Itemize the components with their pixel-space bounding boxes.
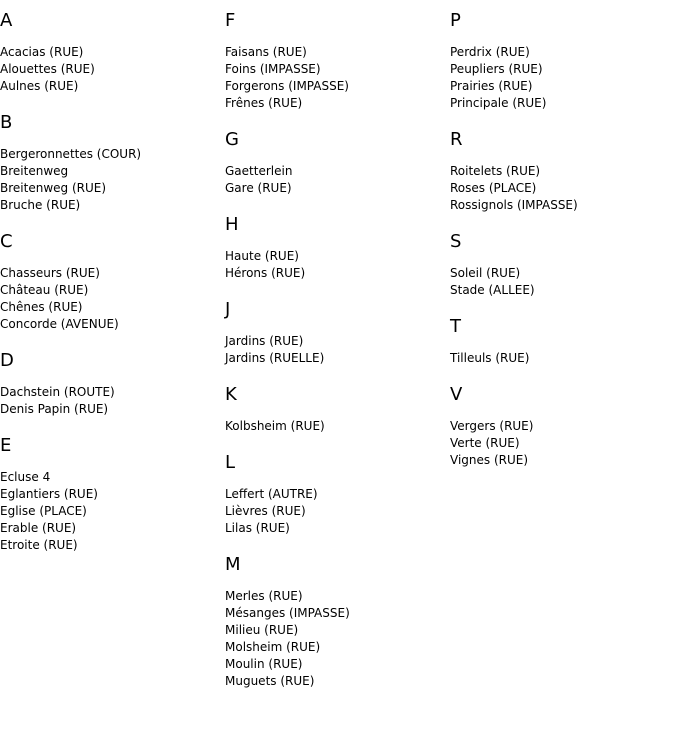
letter-group <box>225 450 450 537</box>
street-entry: Jardins (RUELLE) <box>225 351 325 365</box>
letter-heading: B <box>0 112 13 133</box>
street-entry: Chênes (RUE) <box>0 300 83 314</box>
letter-heading: L <box>225 452 236 473</box>
street-entry: Hérons (RUE) <box>225 266 306 280</box>
street-list <box>450 350 675 367</box>
letter-group <box>450 382 675 469</box>
letter-group <box>450 314 675 367</box>
street-entry: Perdrix (RUE) <box>450 45 530 59</box>
index-column <box>450 8 675 484</box>
street-entry: Stade (ALLEE) <box>450 283 535 297</box>
letter-group <box>0 229 225 333</box>
street-entry: Aulnes (RUE) <box>0 79 79 93</box>
street-entry: Merles (RUE) <box>225 589 303 603</box>
street-entry: Alouettes (RUE) <box>0 62 95 76</box>
street-list <box>0 146 225 214</box>
street-list <box>450 44 675 112</box>
street-entry: Muguets (RUE) <box>225 674 315 688</box>
letter-heading: J <box>225 299 231 320</box>
street-entry: Bergeronnettes (COUR) <box>0 147 142 161</box>
street-entry: Etroite (RUE) <box>0 538 78 552</box>
letter-heading: K <box>225 384 237 405</box>
street-entry: Haute (RUE) <box>225 249 299 263</box>
street-entry: Erable (RUE) <box>0 521 77 535</box>
street-entry: Foins (IMPASSE) <box>225 62 321 76</box>
street-entry: Eglantiers (RUE) <box>0 487 98 501</box>
street-list <box>225 333 450 367</box>
street-list <box>225 44 450 112</box>
street-list <box>225 248 450 282</box>
letter-group <box>450 127 675 214</box>
letter-heading: A <box>0 10 13 31</box>
street-list <box>0 469 225 554</box>
street-entry: Gaetterlein <box>225 164 293 178</box>
letter-group <box>450 8 675 112</box>
street-entry: Frênes (RUE) <box>225 96 303 110</box>
street-entry: Forgerons (IMPASSE) <box>225 79 349 93</box>
letter-heading: S <box>450 231 462 252</box>
letter-group <box>225 212 450 282</box>
street-entry: Vignes (RUE) <box>450 453 529 467</box>
street-entry: Breitenweg (RUE) <box>0 181 107 195</box>
letter-heading: M <box>225 554 241 575</box>
street-entry: Rossignols (IMPASSE) <box>450 198 578 212</box>
street-list <box>0 44 225 95</box>
street-entry: Breitenweg <box>0 164 69 178</box>
street-entry: Château (RUE) <box>0 283 89 297</box>
street-entry: Eglise (PLACE) <box>0 504 87 518</box>
letter-heading: G <box>225 129 239 150</box>
street-list <box>450 163 675 214</box>
letter-heading: T <box>450 316 461 337</box>
street-entry: Roitelets (RUE) <box>450 164 541 178</box>
letter-heading: V <box>450 384 463 405</box>
street-entry: Kolbsheim (RUE) <box>225 419 325 433</box>
street-entry: Gare (RUE) <box>225 181 292 195</box>
street-entry: Molsheim (RUE) <box>225 640 321 654</box>
street-entry: Roses (PLACE) <box>450 181 537 195</box>
index-column <box>0 8 225 569</box>
index-column <box>225 8 450 705</box>
letter-group <box>225 127 450 197</box>
street-entry: Soleil (RUE) <box>450 266 521 280</box>
street-entry: Bruche (RUE) <box>0 198 81 212</box>
letter-heading: D <box>0 350 14 371</box>
letter-heading: P <box>450 10 461 31</box>
street-entry: Mésanges (IMPASSE) <box>225 606 350 620</box>
street-list <box>0 265 225 333</box>
street-entry: Milieu (RUE) <box>225 623 299 637</box>
street-list <box>225 418 450 435</box>
letter-group <box>225 382 450 435</box>
street-list <box>225 588 450 690</box>
letter-heading: F <box>225 10 236 31</box>
letter-group <box>0 433 225 554</box>
street-entry: Jardins (RUE) <box>225 334 304 348</box>
street-entry: Lièvres (RUE) <box>225 504 306 518</box>
letter-group <box>225 552 450 690</box>
street-entry: Leffert (AUTRE) <box>225 487 318 501</box>
street-entry: Tilleuls (RUE) <box>450 351 530 365</box>
street-entry: Verte (RUE) <box>450 436 520 450</box>
street-entry: Lilas (RUE) <box>225 521 290 535</box>
street-list <box>225 163 450 197</box>
street-entry: Denis Papin (RUE) <box>0 402 109 416</box>
street-entry: Moulin (RUE) <box>225 657 303 671</box>
letter-group <box>0 8 225 95</box>
street-entry: Acacias (RUE) <box>0 45 84 59</box>
street-entry: Dachstein (ROUTE) <box>0 385 115 399</box>
street-list <box>450 265 675 299</box>
letter-group <box>225 297 450 367</box>
letter-heading: R <box>450 129 463 150</box>
street-entry: Prairies (RUE) <box>450 79 533 93</box>
street-entry: Faisans (RUE) <box>225 45 307 59</box>
street-entry: Principale (RUE) <box>450 96 547 110</box>
letter-group <box>225 8 450 112</box>
letter-group <box>0 110 225 214</box>
street-list <box>450 418 675 469</box>
street-list <box>0 384 225 418</box>
letter-heading: C <box>0 231 13 252</box>
letter-group <box>450 229 675 299</box>
letter-heading: H <box>225 214 239 235</box>
letter-group <box>0 348 225 418</box>
street-entry: Vergers (RUE) <box>450 419 534 433</box>
street-entry: Ecluse 4 <box>0 470 51 484</box>
street-entry: Peupliers (RUE) <box>450 62 543 76</box>
street-list <box>225 486 450 537</box>
street-entry: Concorde (AVENUE) <box>0 317 119 331</box>
street-entry: Chasseurs (RUE) <box>0 266 100 280</box>
letter-heading: E <box>0 435 12 456</box>
